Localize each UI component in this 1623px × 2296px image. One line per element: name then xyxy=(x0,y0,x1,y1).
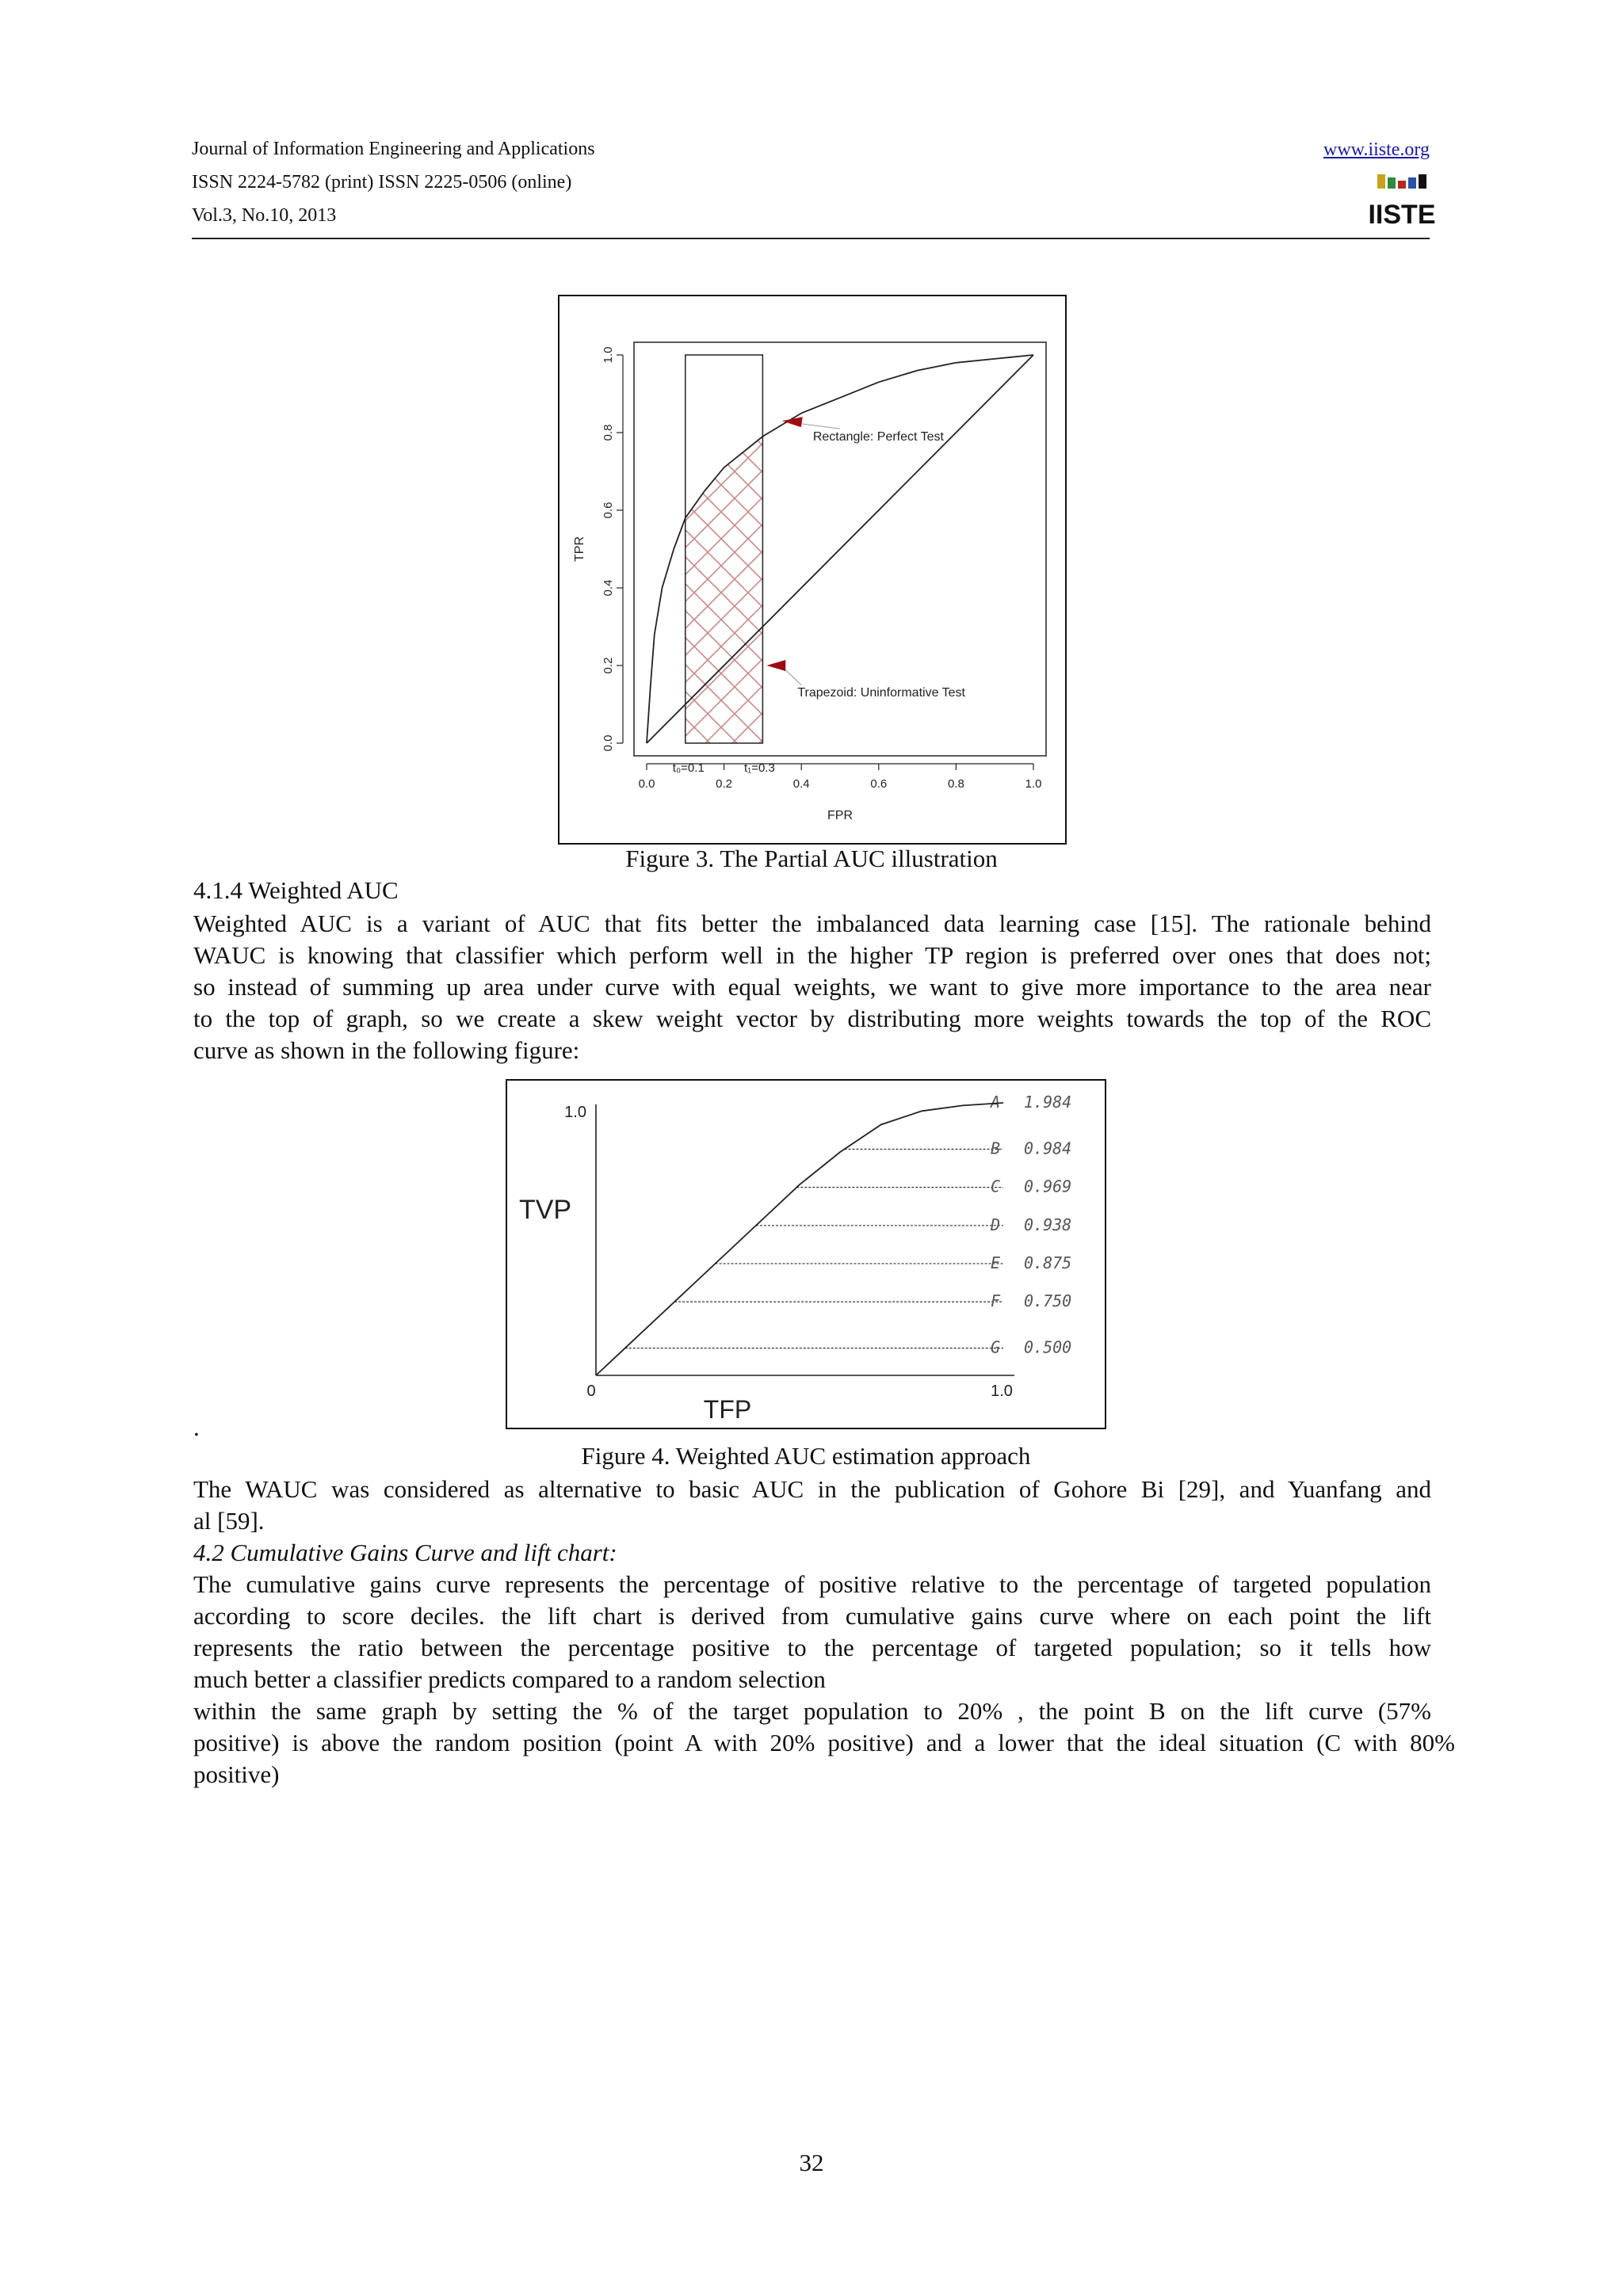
level-value-D: 0.938 xyxy=(1024,1215,1072,1234)
level-letter-F: F xyxy=(990,1291,1000,1311)
x-tick-label: 0.6 xyxy=(870,777,888,791)
t1-label: t₁=0.3 xyxy=(743,761,775,775)
level-letter-B: B xyxy=(990,1138,1000,1158)
level-value-F: 0.750 xyxy=(1024,1291,1072,1311)
level-value-E: 0.875 xyxy=(1024,1253,1072,1272)
wauc-line-1: The WAUC was considered as alternative to basic AUC in the publication of Gohore Bi [29], and Yuanfang and xyxy=(193,1475,1431,1503)
level-letter-G: G xyxy=(990,1337,1000,1357)
section-4-2-p1-line-3: represents the ratio between the percentage positive to the percentage of targeted population; so it tells how xyxy=(193,1634,1431,1661)
level-letter-E: E xyxy=(990,1253,1000,1272)
x-tick-label: 0.2 xyxy=(716,777,733,791)
figure-4 xyxy=(506,1079,1106,1429)
level-letter-D: D xyxy=(990,1215,1000,1234)
x-axis-label: TFP xyxy=(703,1395,752,1424)
partial-auc-hatch xyxy=(685,355,763,743)
annotation-uninformative-test: Trapezoid: Uninformative Test xyxy=(797,686,965,700)
section-4-2-p2-line-3: positive) xyxy=(193,1760,280,1788)
level-value-B: 0.984 xyxy=(1024,1138,1072,1158)
section-4-2-p2-line-2: positive) is above the random position (point A with 20% positive) and a lower that the ideal situation (C with 80% xyxy=(193,1729,1455,1756)
x-tick-label: 0.8 xyxy=(947,777,964,791)
partial-auc-chart xyxy=(559,296,1065,843)
section-4-2-p1-line-2: according to score deciles. the lift chart is derived from cumulative gains curve where on each point the lift xyxy=(193,1602,1431,1630)
y-tick-label: 0.8 xyxy=(601,424,615,441)
x-tick-label: 0.4 xyxy=(792,777,810,791)
y-tick-label: 0.2 xyxy=(601,657,615,674)
section-4-1-4-line-3: so instead of summing up area under curve with equal weights, we want to give more importance to the area near xyxy=(193,973,1431,1001)
section-heading-4-1-4: 4.1.4 Weighted AUC xyxy=(193,876,399,904)
website-link[interactable]: www.iiste.org xyxy=(1323,139,1430,160)
page-number: 32 xyxy=(799,2149,824,2176)
section-4-2-p2-line-1: within the same graph by setting the % of the target population to 20% , the point B on the lift curve (57% xyxy=(193,1697,1431,1725)
volume: Vol.3, No.10, 2013 xyxy=(192,205,337,226)
y-axis-label: TVP xyxy=(518,1195,572,1225)
level-letter-C: C xyxy=(990,1177,1000,1196)
wauc-line-2: al [59]. xyxy=(193,1507,265,1535)
issn: ISSN 2224-5782 (print) ISSN 2225-0506 (online) xyxy=(192,172,572,193)
iiste-logo xyxy=(1368,173,1436,230)
level-value-G: 0.500 xyxy=(1024,1337,1072,1357)
section-4-1-4-line-1: Weighted AUC is a variant of AUC that fits better the imbalanced data learning case [15]. The rationale behind xyxy=(193,910,1431,937)
figure-4-dot: . xyxy=(193,1413,200,1441)
x-tick-label: 1.0 xyxy=(1025,777,1042,791)
section-4-1-4-line-4: to the top of graph, so we create a skew weight vector by distributing more weights towards the top of the ROC xyxy=(193,1005,1431,1032)
figure-4-caption: Figure 4. Weighted AUC estimation approach xyxy=(581,1442,1031,1470)
journal-title: Journal of Information Engineering and Applications xyxy=(192,139,595,159)
x-axis-label: FPR xyxy=(827,809,853,822)
t0-label: t₀=0.1 xyxy=(672,761,705,775)
level-value-A: 1.984 xyxy=(1024,1093,1072,1112)
y-tick-label: 0.0 xyxy=(601,734,615,752)
y-tick-label: 1.0 xyxy=(601,346,615,364)
x-tick-label-start: 0 xyxy=(586,1383,596,1400)
section-4-2-p1-line-4: much better a classifier predicts compared to a random selection xyxy=(193,1665,826,1693)
journal-header xyxy=(192,133,1436,239)
annotation-perfect-test: Rectangle: Perfect Test xyxy=(812,429,944,444)
section-4-2-p1-line-1: The cumulative gains curve represents the percentage of positive relative to the percentage of targeted population xyxy=(193,1570,1431,1598)
y-tick-label: 0.4 xyxy=(601,579,615,597)
x-tick-label-end: 1.0 xyxy=(991,1383,1013,1400)
y-axis-label: TPR xyxy=(573,536,586,562)
figure-3-caption: Figure 3. The Partial AUC illustration xyxy=(625,845,998,872)
y-tick-label: 1.0 xyxy=(564,1104,586,1121)
section-4-1-4-line-5: curve as shown in the following figure: xyxy=(193,1036,580,1064)
arrow-uninformative-head xyxy=(766,660,785,671)
x-tick-label: 0.0 xyxy=(638,777,655,791)
weighted-curve xyxy=(596,1103,1003,1375)
section-heading-4-2: 4.2 Cumulative Gains Curve and lift chart: xyxy=(193,1539,617,1566)
weighted-auc-chart xyxy=(507,1081,1105,1428)
section-4-1-4-line-2: WAUC is knowing that classifier which perform well in the higher TP region is preferred over ones that does not; xyxy=(193,941,1431,969)
arrow-perfect-test-shaft xyxy=(798,423,840,429)
figure-3 xyxy=(558,295,1067,845)
level-letter-A: A xyxy=(990,1093,1000,1112)
logo-text: IISTE xyxy=(1368,200,1436,230)
level-value-C: 0.969 xyxy=(1024,1177,1072,1196)
y-tick-label: 0.6 xyxy=(601,502,615,519)
